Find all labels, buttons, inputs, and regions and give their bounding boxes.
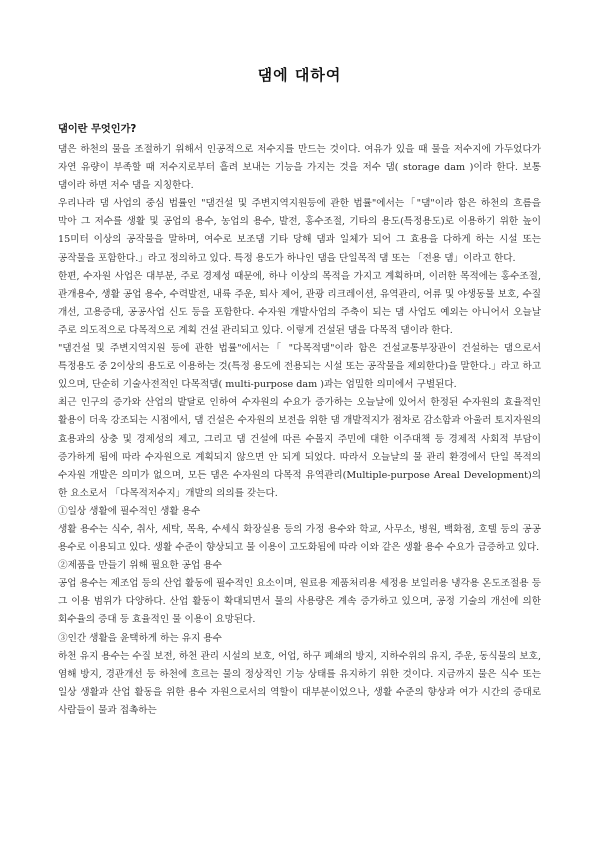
paragraph-water-demand: 최근 인구의 증가와 산업의 발달로 인하여 수자원의 수요가 증가하는 오늘날에 있어서 한정된 수자원의 효율적인 활용이 더욱 강조되는 시점에서, 댐 건설은 수자원의 보전을 위한 댐 개발적지가 점차로 감소함과 아울러 토지자원의 효용과의 상충 및 경제성의 제고, 그리고 댐 건설에 따른 수몰지 주민에 대한 이주대책 등 경제적 사회적 부담이 증가하게 됨에 따라 수자원으로 계획되지 않으면 안 되게 되었다. 따라서 오늘날의 물 관리 환경에서 단일 목적의 수자원 개발은 의미가 없으며, 모든 댐은 수자원의 다목적 유역관리(Multiple-purpose Areal Development)의 한 요소로서 「다목적저수지」개발의 의의를 갖는다. (58, 397, 541, 499)
use-text-maintenance: 하천 유지 용수는 수질 보전, 하천 관리 시설의 보호, 어업, 하구 폐쇄의 방지, 지하수위의 유지, 주운, 동식물의 보호, 염해 방지, 경관개선 등 하천에 흐르는 물의 정상적인 기능 상태를 유지하기 위한 것이다. 지금까지 물은 식수 또는 일상 생활과 산업 활동을 위한 용수 자원으로서의 역할이 대부분이었으나, 생활 수준의 향상과 여가 시간의 증대로 사람들이 물과 접촉하는 (58, 650, 541, 716)
use-heading-domestic: ①일상 생활에 필수적인 생활 용수 (58, 505, 201, 517)
paragraph-multipurpose-law: "댐건설 및 주변지역지원 등에 관한 법률"에서는「 "다목적댐"이라 함은 건설교통부장관이 건설하는 댐으로서 특정용도 중 2이상의 용도로 이용하는 것(특정 용도에 전용되는 시설 또는 공작물을 제외한다)을 말한다.」라고 하고 있으며, 단순히 기술사전적인 다목적댐( multi-purpose dam )과는 엄밀한 의미에서 구별된다. (58, 343, 541, 391)
use-heading-industrial: ②제품을 만들기 위해 필요한 공업 용수 (58, 560, 222, 572)
section-heading: 댐이란 무엇인가? (58, 124, 137, 135)
document-title: 댐에 대하여 (257, 66, 342, 84)
use-heading-maintenance: ③인간 생활을 윤택하게 하는 유지 용수 (58, 632, 222, 644)
use-text-industrial: 공업 용수는 제조업 등의 산업 활동에 필수적인 요소이며, 원료용 제품처리용 세정용 보일러용 냉각용 온도조절용 등 그 이용 범위가 다양하다. 산업 활동이 확대되면서 물의 사용량은 계속 증가하고 있으며, 공정 기술의 개선에 의한 회수율의 증대 등 효율적인 물 이용이 요망된다. (58, 578, 541, 626)
use-text-domestic: 생활 용수는 식수, 취사, 세탁, 목욕, 수세식 화장실용 등의 가정 용수와 학교, 사무소, 병원, 백화점, 호텔 등의 공공 용수로 이용되고 있다. 생활 수준이 향상되고 물 이용이 고도화됨에 따라 이와 같은 생활 용수 수요가 급증하고 있다. (58, 523, 541, 554)
document-body (58, 141, 541, 720)
paragraph-dam-law-definition: 우리나라 댐 사업의 중심 법률인 "댐건설 및 주변지역지원등에 관한 법률"에서는「"댐"이라 함은 하천의 흐름을 막아 그 저수를 생활 및 공업의 용수, 농업의 용수, 발전, 홍수조절, 기타의 용도(특정용도)로 이용하기 위한 높이 15미터 이상의 공작물을 말하며, 여수로 보조댐 기타 당해 댐과 일체가 되어 그 효용을 다하게 하는 시설 또는 공작물을 포함한다.」라고 정의하고 있다. 특정 용도가 하나인 댐을 단일목적 댐 또는 「전용 댐」이라고 한다. (58, 198, 541, 264)
paragraph-storage-dam: 댐은 하천의 물을 조절하기 위해서 인공적으로 저수지를 만드는 것이다. 여유가 있을 때 물을 저수지에 가두었다가 자연 유량이 부족할 때 저수지로부터 흘려 보내는 기능을 가지는 것을 저수 댐( storage dam )이라 한다. 보통 댐이라 하면 저수 댐을 지칭한다. (58, 144, 541, 192)
paragraph-multipurpose: 한편, 수자원 사업은 대부분, 주로 경제성 때문에, 하나 이상의 목적을 가지고 계획하며, 이러한 목적에는 홍수조절, 관개용수, 생활 공업 용수, 수력발전, 내륙 주운, 퇴사 제어, 관광 리크레이션, 유역관리, 어류 및 야생동물 보호, 수질 개선, 고용증대, 공공사업 신도 등을 포함한다. 수자원 개발사업의 주축이 되는 댐 사업도 예외는 아니어서 오늘날 주로 의도적으로 다목적으로 계획 건설 관리되고 있다. 이렇게 건설된 댐을 다목적 댐이라 한다. (58, 270, 541, 336)
